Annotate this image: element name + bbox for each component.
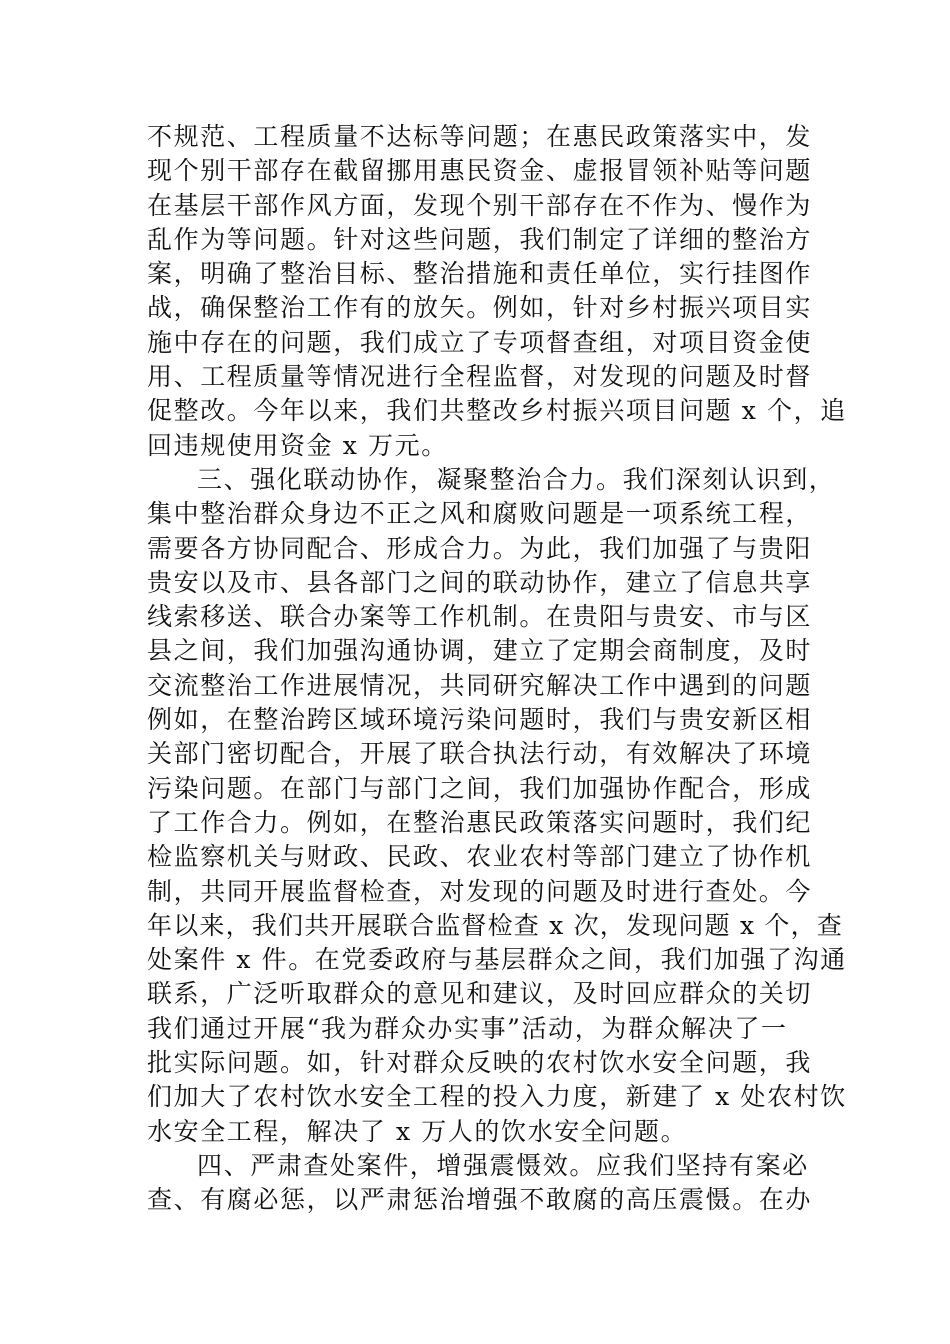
text-line: 回违规使用资金 x 万元。 [147,430,448,460]
paragraph-first-line: 四、严肃查处案件，增强震慑效。应我们坚持有案必 [197,1150,809,1180]
text-line: 检监察机关与财政、民政、农业农村等部门建立了协作机 [147,842,813,872]
paragraph-first-line: 三、强化联动协作，凝聚整治合力。我们深刻认识到， [197,464,836,494]
text-line: 在基层干部作风方面，发现个别干部存在不作为、慢作为 [147,190,813,220]
text-line: 促整改。今年以来，我们共整改乡村振兴项目问题 x 个，追 [147,396,847,426]
text-line: 年以来，我们共开展联合监督检查 x 次，发现问题 x 个，查 [147,910,843,940]
text-line: 了工作合力。例如，在整治惠民政策落实问题时，我们纪 [147,807,813,837]
text-line: 水安全工程，解决了 x 万人的饮水安全问题。 [147,1116,688,1146]
text-line: 关部门密切配合，开展了联合执法行动，有效解决了环境 [147,739,813,769]
text-line: 查、有腐必惩，以严肃惩治增强不敢腐的高压震慑。在办 [147,1185,813,1215]
text-line: 线索移送、联合办案等工作机制。在贵阳与贵安、市与区 [147,602,813,632]
text-line: 县之间，我们加强沟通协调，建立了定期会商制度，及时 [147,636,813,666]
text-line: 现个别干部存在截留挪用惠民资金、虚报冒领补贴等问题 [147,156,813,186]
text-line: 处案件 x 件。在党委政府与基层群众之间，我们加强了沟通 [147,945,847,975]
text-line: 贵安以及市、县各部门之间的联动协作，建立了信息共享 [147,567,813,597]
text-line: 例如，在整治跨区域环境污染问题时，我们与贵安新区相 [147,705,813,735]
text-line: 制，共同开展监督检查，对发现的问题及时进行查处。今 [147,876,813,906]
text-line: 不规范、工程质量不达标等问题；在惠民政策落实中，发 [147,122,813,151]
text-line: 案，明确了整治目标、整治措施和责任单位，实行挂图作 [147,259,813,289]
text-line: 我们通过开展“我为群众办实事”活动，为群众解决了一 [147,1013,788,1043]
document-body [147,120,847,1218]
text-line: 联系，广泛听取群众的意见和建议，及时回应群众的关切 [147,979,813,1009]
text-line: 乱作为等问题。针对这些问题，我们制定了详细的整治方 [147,224,813,254]
text-line: 批实际问题。如，针对群众反映的农村饮水安全问题，我 [147,1048,813,1078]
text-line: 交流整治工作进展情况，共同研究解决工作中遇到的问题 [147,670,813,700]
text-line: 污染问题。在部门与部门之间，我们加强协作配合，形成 [147,773,813,803]
text-line: 战，确保整治工作有的放矢。例如，针对乡村振兴项目实 [147,293,813,323]
text-line: 用、工程质量等情况进行全程监督，对发现的问题及时督 [147,362,813,392]
text-line: 需要各方协同配合、形成合力。为此，我们加强了与贵阳 [147,533,813,563]
text-line: 们加大了农村饮水安全工程的投入力度，新建了 x 处农村饮 [147,1082,847,1112]
text-line: 施中存在的问题，我们成立了专项督查组，对项目资金使 [147,327,813,357]
text-line: 集中整治群众身边不正之风和腐败问题是一项系统工程， [147,499,813,529]
